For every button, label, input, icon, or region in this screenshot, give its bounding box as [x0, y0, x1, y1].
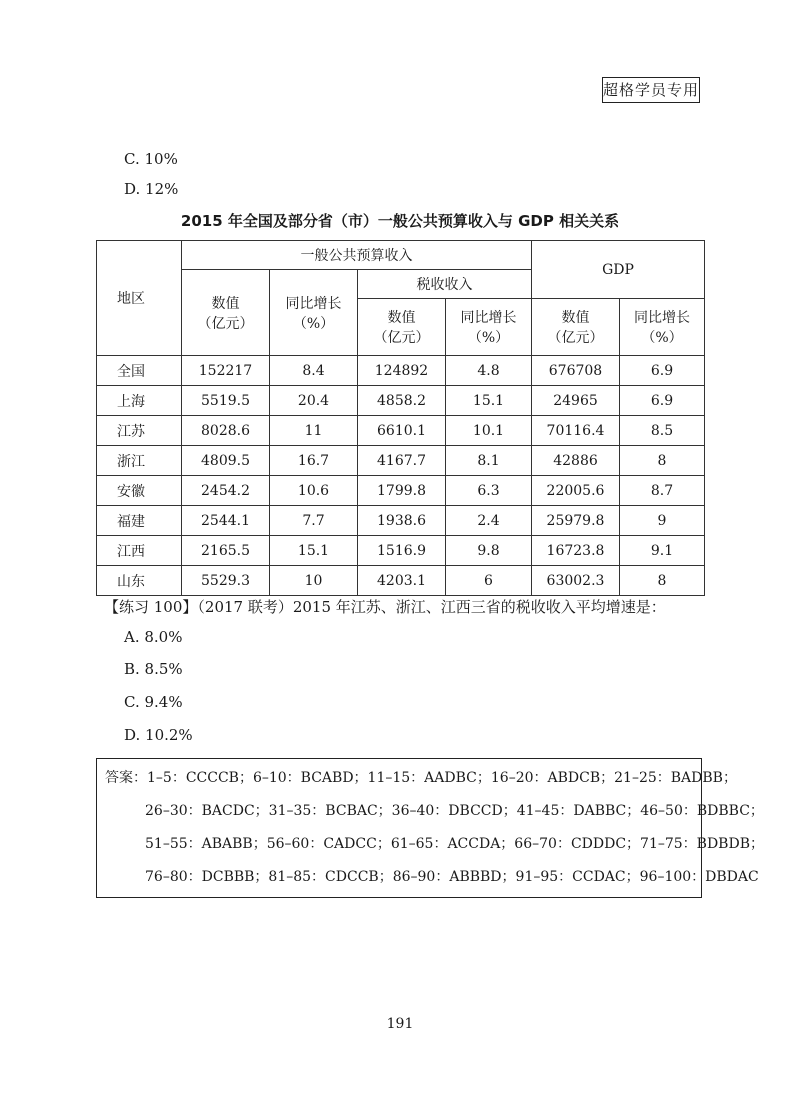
- answer-line: 26–30：BACDC；31–35：BCBAC；36–40：DBCCD；41–45：DABBC；46–50：BDBBC；: [145, 803, 764, 819]
- table-row: [97, 536, 705, 566]
- answer-line: 51–55：ABABB；56–60：CADCC；61–65：ACCDA；66–70：CDDDC；71–75：BDBDB；: [145, 836, 764, 852]
- cell-budget-growth: 15.1: [270, 536, 358, 566]
- cell-tax: 1516.9: [358, 536, 446, 566]
- table-row: [97, 356, 705, 386]
- data-table: [96, 240, 705, 596]
- header-gdp-value: 数值 （亿元）: [532, 299, 620, 356]
- cell-tax-growth: 15.1: [446, 386, 532, 416]
- cell-budget-growth: 10: [270, 566, 358, 596]
- cell-gdp-growth: 8.7: [620, 476, 705, 506]
- cell-tax: 1799.8: [358, 476, 446, 506]
- cell-budget-growth: 20.4: [270, 386, 358, 416]
- cell-tax-growth: 8.1: [446, 446, 532, 476]
- cell-tax-growth: 6.3: [446, 476, 532, 506]
- cell-tax: 124892: [358, 356, 446, 386]
- member-only-badge: 超格学员专用: [602, 77, 700, 103]
- header-budget-value: 数值 （亿元）: [182, 270, 270, 356]
- cell-tax-growth: 10.1: [446, 416, 532, 446]
- cell-gdp: 22005.6: [532, 476, 620, 506]
- cell-budget: 8028.6: [182, 416, 270, 446]
- cell-tax: 4203.1: [358, 566, 446, 596]
- cell-gdp-growth: 6.9: [620, 356, 705, 386]
- header-tax-value: 数值 （亿元）: [358, 299, 446, 356]
- cell-region: 上海: [97, 386, 182, 416]
- cell-region: 安徽: [97, 476, 182, 506]
- answer-line: 答案：1–5：CCCCB；6–10：BCABD；11–15：AADBC；16–20：ABDCB；21–25：BADBB；: [105, 770, 737, 786]
- cell-budget: 2544.1: [182, 506, 270, 536]
- option-d: D. 10.2%: [124, 726, 193, 744]
- cell-gdp-growth: 9: [620, 506, 705, 536]
- header-budget-group: 一般公共预算收入: [182, 241, 532, 270]
- header-tax-group: 税收收入: [358, 270, 532, 299]
- cell-gdp-growth: 8: [620, 566, 705, 596]
- cell-gdp: 42886: [532, 446, 620, 476]
- cell-region: 江苏: [97, 416, 182, 446]
- cell-gdp: 63002.3: [532, 566, 620, 596]
- table-row: [97, 446, 705, 476]
- cell-tax: 4167.7: [358, 446, 446, 476]
- cell-budget-growth: 10.6: [270, 476, 358, 506]
- cell-budget-growth: 16.7: [270, 446, 358, 476]
- cell-gdp: 24965: [532, 386, 620, 416]
- cell-tax: 1938.6: [358, 506, 446, 536]
- cell-region: 江西: [97, 536, 182, 566]
- cell-budget: 5529.3: [182, 566, 270, 596]
- question-text: 【练习 100】（2017 联考）2015 年江苏、浙江、江西三省的税收收入平均增速是：: [104, 598, 666, 616]
- table-row: [97, 476, 705, 506]
- cell-budget: 2454.2: [182, 476, 270, 506]
- header-region: 地区: [97, 241, 182, 356]
- prev-option-c: C. 10%: [124, 150, 178, 168]
- cell-tax: 6610.1: [358, 416, 446, 446]
- option-a: A. 8.0%: [124, 628, 183, 646]
- table-row: [97, 416, 705, 446]
- cell-gdp: 676708: [532, 356, 620, 386]
- option-c: C. 9.4%: [124, 693, 183, 711]
- header-gdp-growth: 同比增长 （%）: [620, 299, 705, 356]
- cell-budget: 152217: [182, 356, 270, 386]
- page-number: 191: [386, 1016, 414, 1032]
- cell-gdp: 25979.8: [532, 506, 620, 536]
- cell-gdp-growth: 8.5: [620, 416, 705, 446]
- cell-region: 山东: [97, 566, 182, 596]
- cell-gdp: 70116.4: [532, 416, 620, 446]
- table-row: [97, 506, 705, 536]
- cell-tax-growth: 4.8: [446, 356, 532, 386]
- answer-line: 76–80：DCBBB；81–85：CDCCB；86–90：ABBBD；91–95：CCDAC；96–100：DBDAC: [145, 869, 759, 885]
- table-row: [97, 386, 705, 416]
- cell-budget-growth: 8.4: [270, 356, 358, 386]
- cell-budget: 5519.5: [182, 386, 270, 416]
- cell-tax-growth: 9.8: [446, 536, 532, 566]
- header-budget-growth: 同比增长 （%）: [270, 270, 358, 356]
- cell-tax: 4858.2: [358, 386, 446, 416]
- cell-tax-growth: 2.4: [446, 506, 532, 536]
- header-gdp-group: GDP: [532, 241, 705, 299]
- cell-gdp-growth: 9.1: [620, 536, 705, 566]
- cell-region: 全国: [97, 356, 182, 386]
- cell-budget: 2165.5: [182, 536, 270, 566]
- table-row: [97, 566, 705, 596]
- cell-gdp: 16723.8: [532, 536, 620, 566]
- option-b: B. 8.5%: [124, 660, 183, 678]
- cell-budget: 4809.5: [182, 446, 270, 476]
- cell-region: 福建: [97, 506, 182, 536]
- cell-gdp-growth: 8: [620, 446, 705, 476]
- cell-gdp-growth: 6.9: [620, 386, 705, 416]
- cell-region: 浙江: [97, 446, 182, 476]
- prev-option-d: D. 12%: [124, 180, 179, 198]
- header-tax-growth: 同比增长 （%）: [446, 299, 532, 356]
- answer-key-box: [96, 758, 764, 898]
- table-title: 2015 年全国及部分省（市）一般公共预算收入与 GDP 相关关系: [180, 212, 620, 230]
- cell-budget-growth: 11: [270, 416, 358, 446]
- cell-budget-growth: 7.7: [270, 506, 358, 536]
- cell-tax-growth: 6: [446, 566, 532, 596]
